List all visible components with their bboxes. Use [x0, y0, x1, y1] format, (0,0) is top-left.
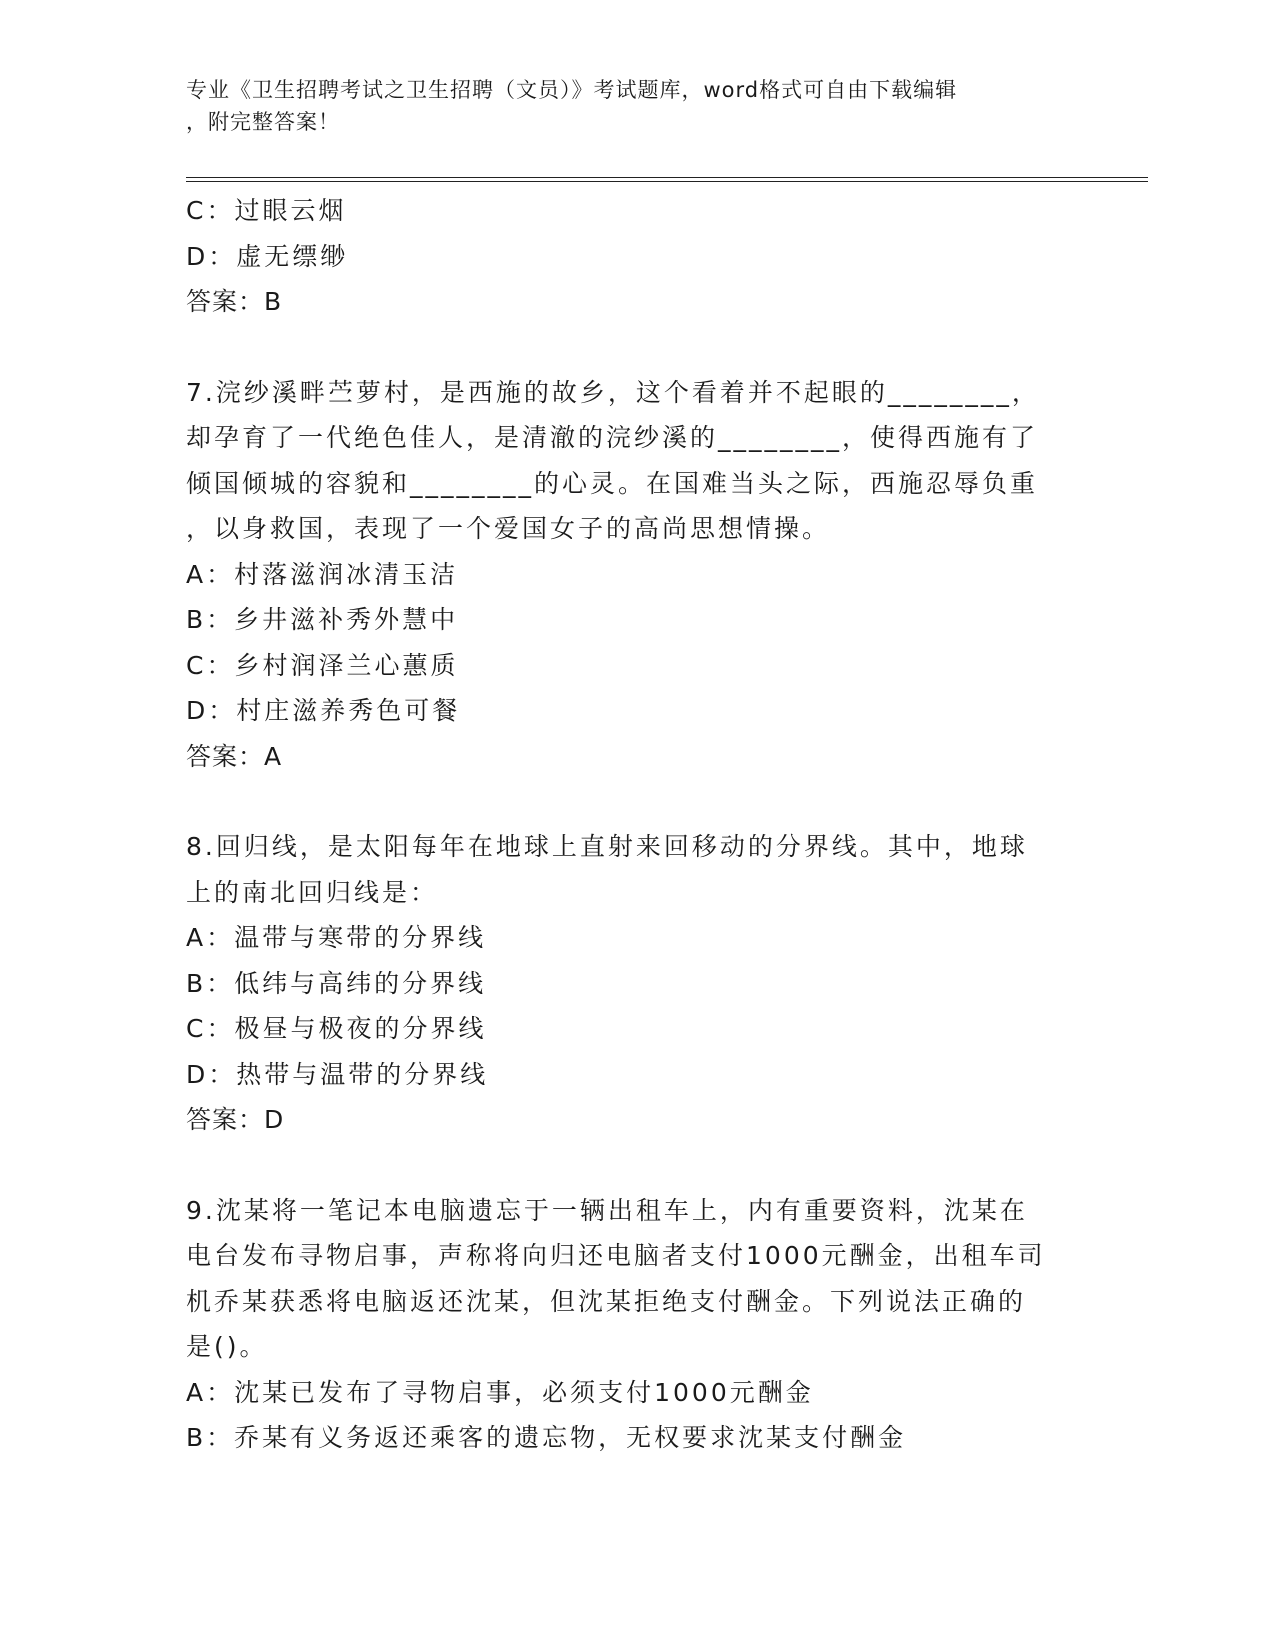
question-7-stem-line: 却孕育了一代绝色佳人，是清澈的浣纱溪的________，使得西施有了 [186, 423, 1039, 452]
question-7-stem-line: 倾国倾城的容貌和________的心灵。在国难当头之际，西施忍辱负重 [186, 468, 1039, 498]
question-6-option-d: D：虚无缥缈 [186, 241, 349, 271]
document-header [186, 74, 1086, 138]
header-divider-top [186, 177, 1148, 178]
question-7-answer: 答案：A [186, 741, 283, 771]
question-8-option-c: C：极昼与极夜的分界线 [186, 1014, 487, 1043]
header-divider-bottom [186, 181, 1148, 182]
question-6-answer: 答案：B [186, 287, 283, 316]
question-7-stem-line: ，以身救国，表现了一个爱国女子的高尚思想情操。 [186, 514, 831, 543]
question-9-stem-line: 9.沈某将一笔记本电脑遗忘于一辆出租车上，内有重要资料，沈某在 [186, 1195, 1028, 1225]
question-8-answer: 答案：D [186, 1105, 285, 1134]
question-7-option-a: A：村落滋润冰清玉洁 [186, 559, 459, 589]
question-8-stem-line: 8.回归线，是太阳每年在地球上直射来回移动的分界线。其中，地球 [186, 832, 1028, 861]
question-7 [186, 370, 1086, 780]
question-9-stem-line: 是()。 [186, 1332, 268, 1361]
question-7-stem-line: 7.浣纱溪畔苎萝村，是西施的故乡，这个看着并不起眼的________， [186, 377, 1040, 407]
document-body [186, 188, 1086, 1461]
question-8-option-d: D：热带与温带的分界线 [186, 1059, 489, 1089]
question-8-stem-line: 上的南北回归线是： [186, 877, 439, 907]
question-6-option-c: C：过眼云烟 [186, 196, 347, 225]
question-8-option-b: B：低纬与高纬的分界线 [186, 968, 487, 998]
question-7-option-d: D：村庄滋养秀色可餐 [186, 696, 461, 725]
question-9-stem-line: 机乔某获悉将电脑返还沈某，但沈某拒绝支付酬金。下列说法正确的 [186, 1286, 1027, 1316]
question-9 [186, 1188, 1086, 1461]
question-8 [186, 824, 1086, 1143]
header-line-1: 专业《卫生招聘考试之卫生招聘（文员）》考试题库，word格式可自由下载编辑 [186, 78, 958, 102]
question-9-option-b: B：乔某有义务返还乘客的遗忘物，无权要求沈某支付酬金 [186, 1423, 907, 1452]
header-line-2: ，附完整答案！ [186, 110, 340, 134]
question-8-option-a: A：温带与寒带的分界线 [186, 923, 487, 952]
question-7-option-b: B：乡井滋补秀外慧中 [186, 605, 459, 634]
question-7-option-c: C：乡村润泽兰心蕙质 [186, 650, 459, 680]
question-6 [186, 188, 1086, 325]
question-9-option-a: A：沈某已发布了寻物启事，必须支付1000元酬金 [186, 1377, 814, 1407]
question-9-stem-line: 电台发布寻物启事，声称将向归还电脑者支付1000元酬金，出租车司 [186, 1241, 1046, 1270]
